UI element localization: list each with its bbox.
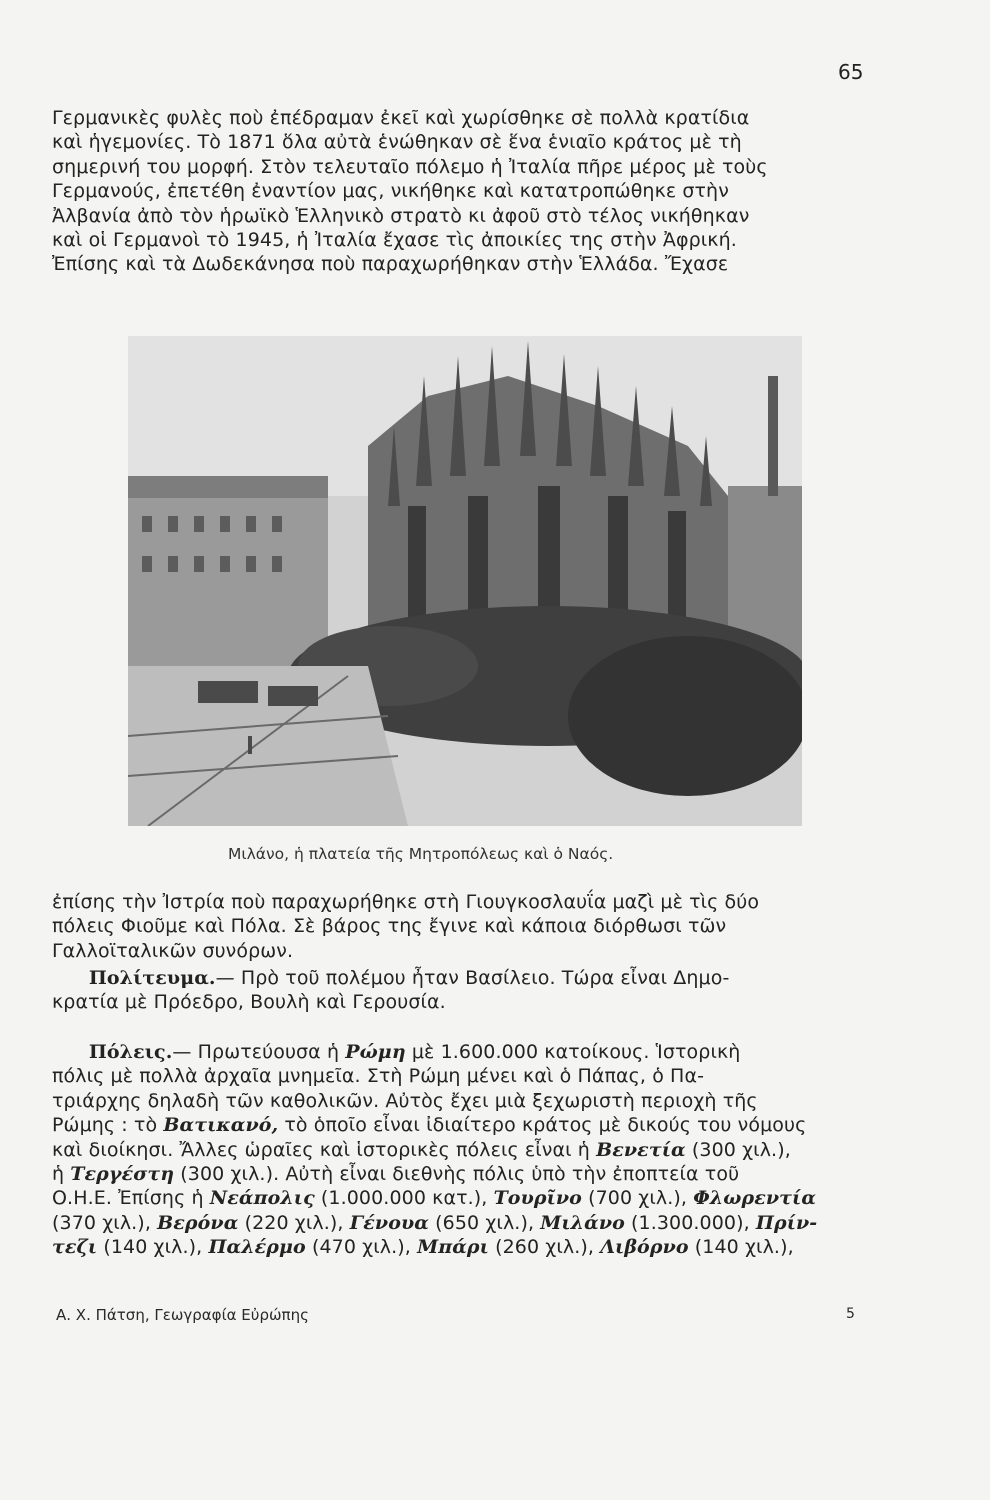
text-line (52, 1113, 878, 1137)
city-name: Γένουα (349, 1211, 429, 1234)
text-fragment: (1.000.000 κατ.), (314, 1187, 494, 1210)
text-fragment: (1.300.000), (624, 1211, 756, 1234)
text-line (52, 1138, 878, 1162)
photo-caption: Μιλάνο, ἡ πλατεία τῆς Μητροπόλεως καὶ ὁ Ναός. (228, 845, 614, 863)
text-line: πόλεις Φιοῦμε καὶ Πόλα. Σὲ βάρος της ἔγινε καὶ κάποια διόρθωσι τῶν (52, 915, 727, 938)
city-name: Τουρῖνο (493, 1187, 582, 1210)
text-line: τριάρχης δηλαδὴ τῶν καθολικῶν. Αὐτὸς ἔχει μιὰ ξεχωριστὴ περιοχὴ τῆς (52, 1089, 758, 1112)
text-fragment: Ρώμης : τὸ (52, 1114, 164, 1137)
paragraph-government (52, 966, 878, 1015)
text-fragment: (370 χιλ.), (52, 1211, 158, 1234)
text-fragment: — Πρὸ τοῦ πολέμου ἦταν Βασίλειο. Τώρα εἶναι Δημο- (215, 967, 730, 989)
section-heading-cities: Πόλεις. (88, 1041, 173, 1063)
text-line: καὶ οἱ Γερμανοὶ τὸ 1945, ἡ Ἰταλία ἔχασε τὶς ἀποικίες της στὴν Ἀφρική. (52, 229, 737, 252)
text-fragment: (260 χιλ.), (488, 1236, 601, 1259)
text-fragment: (470 χιλ.), (305, 1236, 418, 1259)
text-fragment: Ο.Η.Ε. Ἐπίσης ἡ (52, 1187, 210, 1210)
text-line (52, 1040, 878, 1064)
page-footer: Α. Χ. Πάτση, Γεωγραφία Εὐρώπης (56, 1306, 309, 1324)
text-fragment: (700 χιλ.), (581, 1187, 694, 1210)
city-name: Παλέρμο (208, 1236, 306, 1259)
city-name: Μπάρι (417, 1236, 489, 1259)
text-line: σημερινή του μορφή. Στὸν τελευταῖο πόλεμο ἡ Ἰταλία πῆρε μέρος μὲ τοὺς (52, 155, 768, 178)
intro-paragraph (52, 106, 878, 277)
city-name: Νεάπολις (209, 1187, 315, 1210)
text-fragment: καὶ διοίκησι. Ἄλλες ὡραῖες καὶ ἱστορικὲς πόλεις εἶναι ἡ (52, 1138, 597, 1161)
text-line: ἐπίσης τὴν Ἰστρία ποὺ παραχωρήθηκε στὴ Γιουγκοσλαυΐα μαζὶ μὲ τὶς δύο (52, 891, 760, 913)
text-fragment: μὲ 1.600.000 κατοίκους. Ἱστορικὴ (405, 1041, 741, 1063)
text-line: κρατία μὲ Πρόεδρο, Βουλὴ καὶ Γερουσία. (52, 991, 446, 1014)
text-line: Γερμανούς, ἐπετέθη ἐναντίον μας, νικήθηκε καὶ κατατροπώθηκε στὴν (52, 180, 729, 203)
city-name: Πρίν- (755, 1211, 818, 1234)
text-line: πόλις μὲ πολλὰ ἀρχαῖα μνημεῖα. Στὴ Ρώμη μένει καὶ ὁ Πάπας, ὁ Πα- (52, 1065, 705, 1088)
text-fragment: (300 χιλ.). Αὐτὴ εἶναι διεθνὴς πόλις ὑπὸ τὴν ἐποπτεία τοῦ (174, 1163, 740, 1186)
text-line: Ἀλβανία ἀπὸ τὸν ἡρωϊκὸ Ἑλληνικὸ στρατὸ κι ἀφοῦ στὸ τέλος νικήθηκαν (52, 204, 750, 227)
text-line (52, 1211, 878, 1235)
city-name: Μιλάνο (540, 1211, 625, 1234)
city-name: Φλωρεντία (693, 1187, 817, 1210)
text-line: Γαλλοϊταλικῶν συνόρων. (52, 939, 294, 962)
city-name: Ρώμη (345, 1041, 406, 1063)
text-fragment: ἡ (52, 1163, 71, 1186)
paragraph-cities (52, 1040, 878, 1260)
section-heading-government: Πολίτευμα. (88, 967, 216, 989)
text-line (52, 1162, 878, 1186)
city-name: Τεργέστη (70, 1163, 175, 1186)
text-fragment: (140 χιλ.), (97, 1236, 209, 1259)
text-fragment: (140 χιλ.), (688, 1236, 794, 1259)
city-name: Βερόνα (157, 1211, 239, 1234)
text-line: Ἐπίσης καὶ τὰ Δωδεκάνησα ποὺ παραχωρήθηκαν στὴν Ἑλλάδα. Ἔχασε (52, 253, 729, 276)
text-line: Γερμανικὲς φυλὲς ποὺ ἐπέδραμαν ἐκεῖ καὶ χωρίσθηκε σὲ πολλὰ κρατίδια (52, 107, 750, 129)
text-line: καὶ ἡγεμονίες. Τὸ 1871 ὅλα αὐτὰ ἑνώθηκαν σὲ ἕνα ἑνιαῖο κράτος μὲ τὴ (52, 131, 742, 154)
text-line (52, 1186, 878, 1210)
text-fragment: — Πρωτεύουσα ἡ (172, 1041, 346, 1063)
text-fragment: (220 χιλ.), (238, 1211, 350, 1234)
city-name: Βενετία (596, 1138, 686, 1161)
page-number: 65 (838, 60, 864, 84)
city-name: τεζι (52, 1236, 98, 1259)
text-line (52, 966, 878, 990)
city-name: Βατικανό, (163, 1114, 279, 1137)
text-line (52, 1235, 878, 1259)
milan-cathedral-photo (128, 336, 802, 826)
text-fragment: τὸ ὁποῖο εἶναι ἰδιαίτερο κράτος μὲ δικούς του νόμους (278, 1114, 807, 1137)
city-name: Λιβόρνο (600, 1236, 689, 1259)
photo-illustration (128, 336, 802, 826)
text-fragment: (300 χιλ.), (685, 1138, 791, 1161)
signature-mark: 5 (846, 1306, 855, 1322)
text-fragment: (650 χιλ.), (429, 1211, 541, 1234)
paragraph-losses (52, 890, 878, 963)
